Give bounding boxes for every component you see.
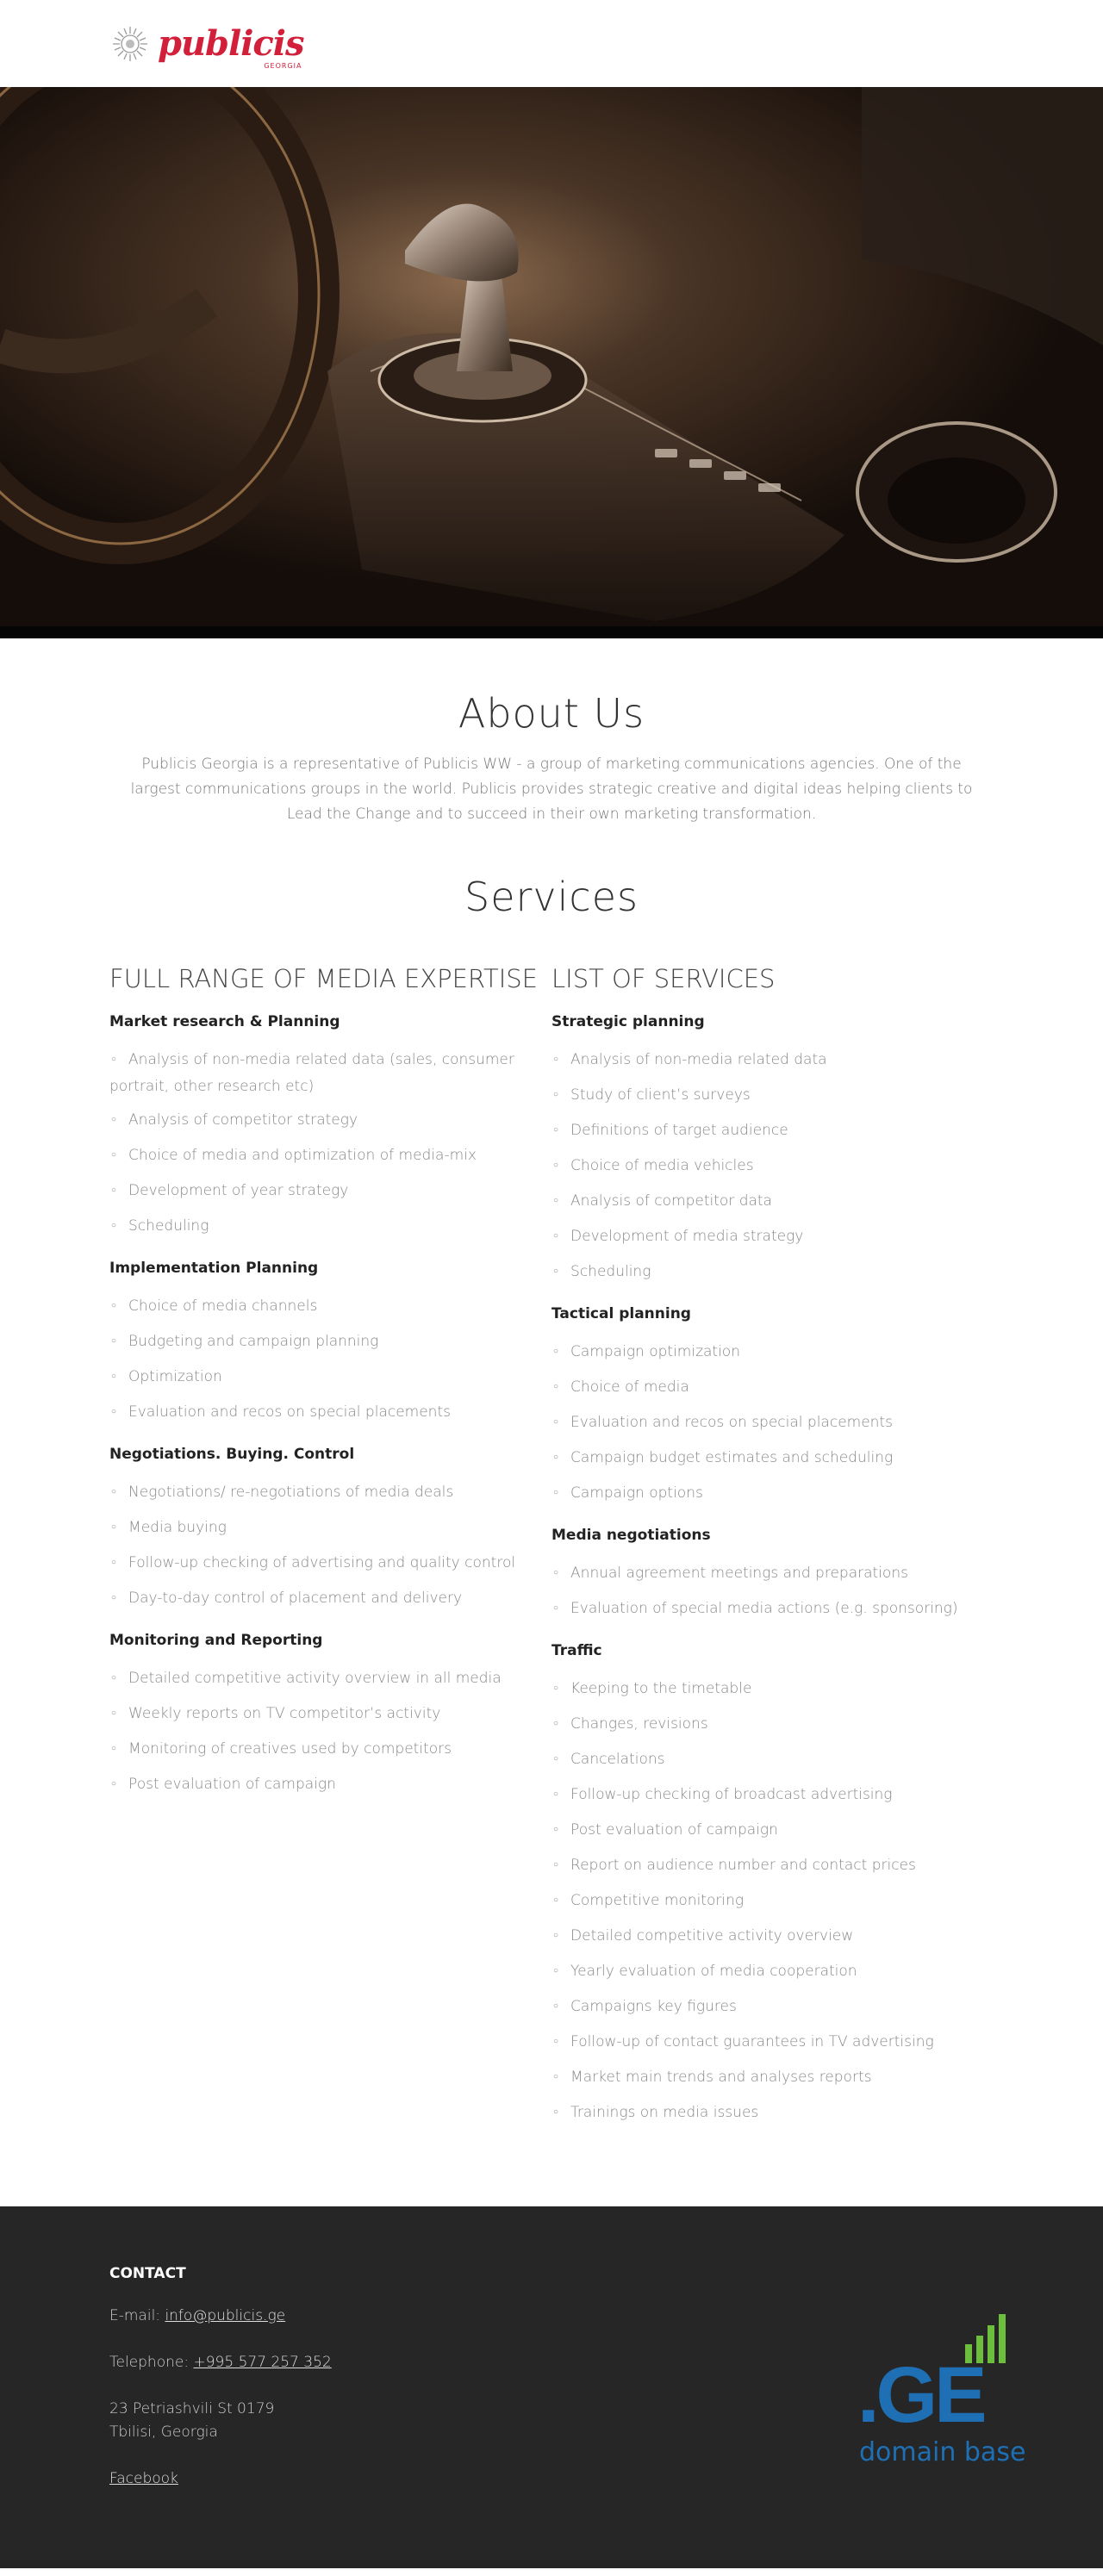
site-footer	[0, 2206, 1103, 2568]
service-item	[109, 1702, 552, 1728]
service-item-text: Development of year strategy	[128, 1182, 349, 1199]
logo-wordmark: publicis	[158, 23, 304, 64]
service-list	[552, 1340, 994, 1508]
service-item-text: Post evaluation of campaign	[570, 1821, 778, 1839]
service-item-text: Development of media strategy	[570, 1228, 804, 1245]
hero-banner	[0, 87, 1103, 638]
service-item	[552, 1481, 994, 1508]
services-columns	[0, 961, 1103, 2146]
lion-emblem-icon	[109, 23, 151, 65]
service-item-text: Scheduling	[128, 1217, 209, 1235]
service-item-text: Optimization	[128, 1368, 222, 1385]
service-item-text: Monitoring of creatives used by competitors	[128, 1740, 452, 1758]
hero-car-interior-image	[0, 87, 1103, 638]
service-item	[552, 2100, 994, 2127]
address-line-2: Tbilisi, Georgia	[109, 2424, 218, 2441]
service-item-text: Analysis of non-media related data (sales, consumer portrait, other research etc)	[109, 1051, 514, 1095]
service-item	[552, 1561, 994, 1588]
service-item-text: Budgeting and campaign planning	[128, 1333, 379, 1350]
service-item-text: Yearly evaluation of media cooperation	[570, 1963, 857, 1980]
service-item-text: Competitive monitoring	[570, 1892, 745, 1909]
service-item	[552, 1596, 994, 1623]
service-item-text: Cancelations	[570, 1751, 665, 1768]
service-item	[109, 1214, 552, 1241]
service-item	[552, 1853, 994, 1880]
service-list	[109, 1666, 552, 1799]
service-group-title: Traffic	[552, 1642, 602, 1659]
service-item-text: Choice of media and optimization of media-mix	[128, 1147, 477, 1164]
address	[109, 2398, 333, 2444]
service-item-text: Market main trends and analyses reports	[570, 2069, 872, 2086]
service-item-text: Choice of media channels	[128, 1297, 318, 1315]
media-expertise-column	[109, 961, 552, 2146]
service-item-text: Study of client’s surveys	[570, 1086, 751, 1104]
service-item	[109, 1143, 552, 1170]
service-item	[552, 1410, 994, 1437]
service-item-text: Keeping to the timetable	[570, 1680, 752, 1697]
service-item	[552, 1888, 994, 1915]
services-list-column	[552, 961, 994, 2146]
service-item-text: Follow-up of contact guarantees in TV advertising	[570, 2033, 934, 2050]
facebook-link[interactable]: Facebook	[109, 2470, 178, 2487]
service-item	[552, 1340, 994, 1366]
service-list	[109, 1048, 552, 1241]
service-item-text: Follow-up checking of advertising and quality control	[128, 1554, 516, 1571]
service-item	[552, 1959, 994, 1986]
badge-main-text: .GE	[857, 2351, 984, 2439]
service-item	[552, 1924, 994, 1951]
service-item	[552, 1747, 994, 1774]
service-item-text: Campaign options	[570, 1484, 703, 1502]
email-line	[109, 2305, 333, 2328]
service-group-title: Implementation Planning	[109, 1260, 319, 1277]
service-item	[552, 2030, 994, 2056]
service-item-text: Choice of media	[570, 1378, 689, 1396]
service-item	[552, 1783, 994, 1809]
service-item	[109, 1586, 552, 1613]
phone-line	[109, 2351, 333, 2374]
service-item-text: Media buying	[128, 1519, 227, 1536]
service-item	[109, 1294, 552, 1321]
publicis-logo[interactable]	[109, 22, 304, 70]
service-item-text: Analysis of non-media related data	[570, 1051, 827, 1068]
service-item-text: Analysis of competitor data	[570, 1192, 772, 1210]
contact-block	[109, 2265, 333, 2514]
service-list	[552, 1677, 994, 2127]
badge-sub-text: domain base	[859, 2437, 1026, 2465]
service-group-title: Negotiations. Buying. Control	[109, 1446, 355, 1463]
service-item	[109, 1737, 552, 1764]
email-label: E-mail:	[109, 2307, 165, 2324]
service-item-text: Campaign optimization	[570, 1343, 740, 1360]
about-section	[0, 638, 1103, 920]
service-item	[109, 1400, 552, 1427]
service-item-text: Evaluation and recos on special placements	[570, 1414, 893, 1431]
service-item-text: Evaluation of special media actions (e.g. sponsoring)	[570, 1600, 958, 1617]
address-line-1: 23 Petriashvili St 0179	[109, 2400, 275, 2417]
service-item	[552, 1994, 994, 2021]
service-item	[552, 1118, 994, 1145]
logo-subtitle: GEORGIA	[264, 62, 302, 70]
service-item	[552, 1154, 994, 1180]
service-item	[109, 1365, 552, 1391]
service-item-text: Weekly reports on TV competitor’s activity	[128, 1705, 441, 1722]
service-item	[552, 1712, 994, 1739]
service-item	[109, 1515, 552, 1542]
service-item-text: Post evaluation of campaign	[128, 1776, 336, 1793]
service-item-text: Evaluation and recos on special placements	[128, 1403, 451, 1421]
phone-label: Telephone:	[109, 2354, 194, 2371]
service-item	[552, 1677, 994, 1703]
service-item-text: Analysis of competitor strategy	[128, 1111, 358, 1129]
service-item	[552, 1048, 994, 1074]
service-group-title: Strategic planning	[552, 1013, 705, 1030]
service-item-text: Trainings on media issues	[570, 2104, 759, 2121]
service-group-title: Monitoring and Reporting	[109, 1632, 323, 1649]
service-item-text: Report on audience number and contact prices	[570, 1857, 916, 1874]
service-item-text: Follow-up checking of broadcast advertising	[570, 1786, 893, 1803]
service-item	[552, 1446, 994, 1472]
service-item	[552, 1224, 994, 1251]
facebook-line	[109, 2467, 333, 2491]
service-item	[109, 1179, 552, 1205]
phone-link[interactable]: +995 577 257 352	[193, 2354, 332, 2371]
site-header	[0, 0, 1103, 87]
domain-base-badge[interactable]	[857, 2310, 1030, 2465]
service-list	[109, 1480, 552, 1613]
service-item-text: Day-to-day control of placement and delivery	[128, 1590, 463, 1607]
about-title: About Us	[458, 690, 645, 737]
service-item-text: Campaign budget estimates and scheduling	[570, 1449, 894, 1466]
service-group-title: Market research & Planning	[109, 1013, 340, 1030]
service-item-text: Changes, revisions	[570, 1715, 708, 1733]
service-item	[552, 1818, 994, 1845]
service-item	[109, 1772, 552, 1799]
service-item-text: Detailed competitive activity overview	[570, 1927, 854, 1944]
service-item-text: Detailed competitive activity overview in all media	[128, 1670, 502, 1687]
about-text: Publicis Georgia is a representative of Publicis WW - a group of marketing communications agencies. One of the largest communications groups in the world. Publicis provides strategic creative and digital ideas helping clients to Lead the Change and to succeed in their own marketing transformation.	[130, 756, 973, 823]
service-item	[552, 1375, 994, 1402]
service-item	[552, 1083, 994, 1110]
service-item-text: Definitions of target audience	[570, 1122, 788, 1139]
service-item	[109, 1329, 552, 1356]
service-item-text: Scheduling	[570, 1263, 651, 1280]
service-list	[552, 1048, 994, 1286]
service-item	[109, 1551, 552, 1577]
services-title: Services	[464, 874, 639, 920]
service-item	[109, 1666, 552, 1693]
service-list	[552, 1561, 994, 1623]
column-title: FULL RANGE OF MEDIA EXPERTISE	[109, 964, 539, 993]
column-title: LIST OF SERVICES	[552, 964, 776, 993]
service-item-text: Annual agreement meetings and preparations	[570, 1565, 908, 1582]
service-group-title: Tactical planning	[552, 1305, 691, 1322]
service-item	[552, 2065, 994, 2092]
service-list	[109, 1294, 552, 1427]
email-link[interactable]: info@publicis.ge	[165, 2307, 286, 2324]
service-item	[109, 1480, 552, 1507]
service-item	[109, 1048, 552, 1099]
contact-heading: CONTACT	[109, 2265, 186, 2282]
hero-bottom-bar	[0, 626, 1103, 638]
service-item-text: Choice of media vehicles	[570, 1157, 754, 1174]
service-item	[552, 1189, 994, 1216]
service-item	[552, 1260, 994, 1286]
service-item-text: Negotiations/ re-negotiations of media deals	[128, 1484, 454, 1501]
service-group-title: Media negotiations	[552, 1527, 711, 1544]
service-item-text: Campaigns key figures	[570, 1998, 737, 2015]
service-item	[109, 1108, 552, 1135]
